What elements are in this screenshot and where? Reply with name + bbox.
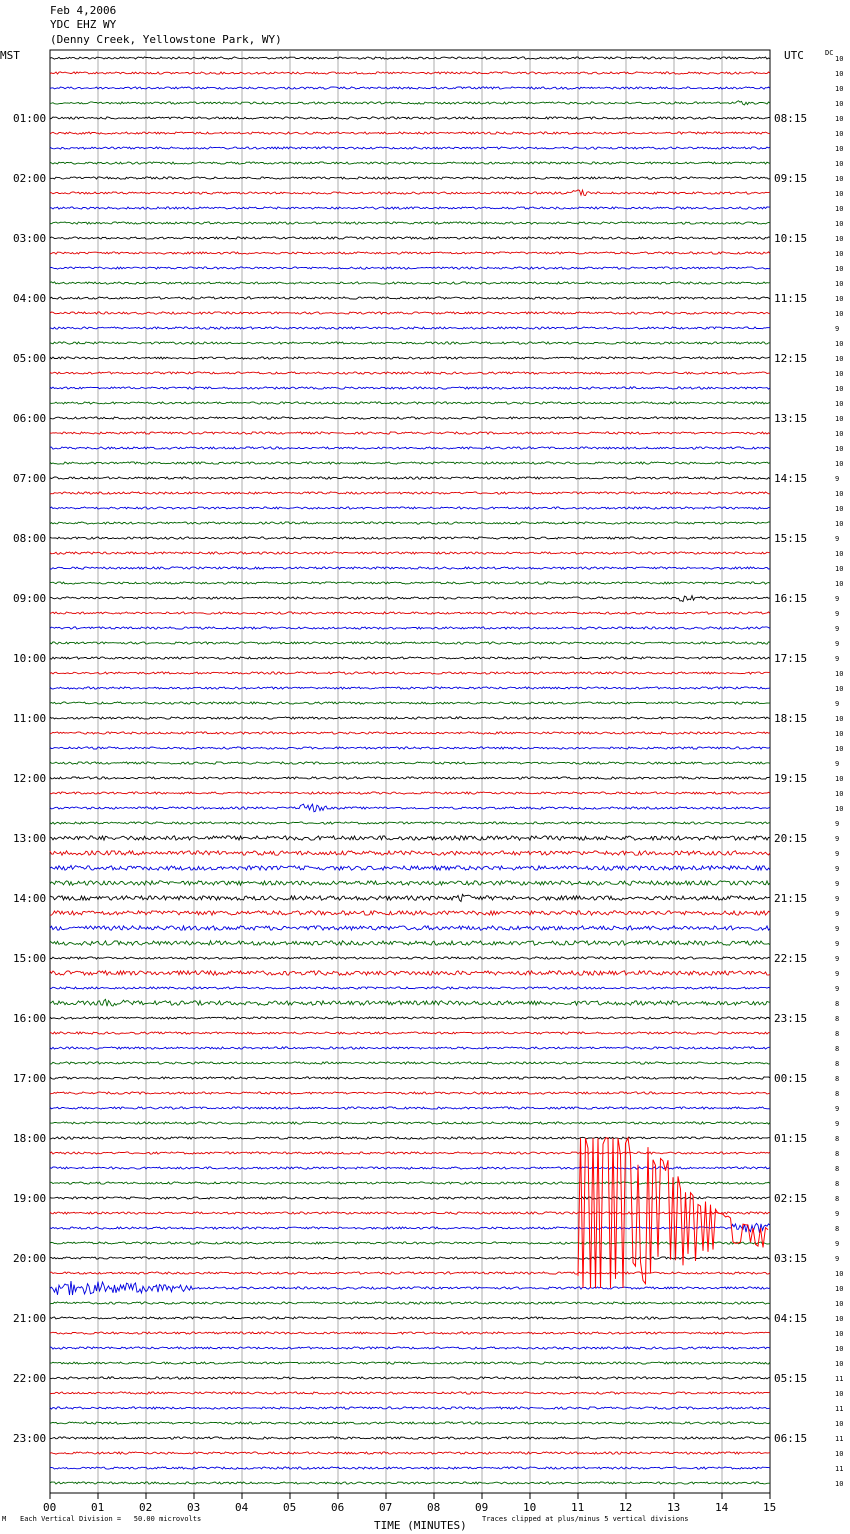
trace-value-label: 10 (835, 685, 844, 693)
trace-value-label: 10 (835, 520, 844, 528)
trace-line (50, 582, 770, 584)
trace-line (50, 567, 770, 569)
trace-line (50, 147, 770, 149)
utc-time-labels (774, 112, 807, 1445)
x-tick-label: 14 (715, 1501, 729, 1514)
mst-time-labels (13, 112, 46, 1445)
mst-hour-label: 21:00 (13, 1312, 47, 1325)
trace-line (50, 132, 770, 134)
trace-value-label: 10 (835, 775, 844, 783)
trace-line (50, 1137, 770, 1139)
trace-line (50, 627, 770, 629)
mst-hour-label: 20:00 (13, 1252, 47, 1265)
clip-note: Traces clipped at plus/minus 5 vertical divisions (482, 1515, 689, 1523)
trace-value-label: 10 (835, 265, 844, 273)
trace-value-label: 10 (835, 1390, 844, 1398)
trace-line (50, 762, 770, 764)
trace-value-label: 8 (835, 1165, 840, 1173)
utc-hour-label: 00:15 (774, 1072, 808, 1085)
mst-axis-label: MST (0, 49, 20, 62)
x-tick-label: 13 (667, 1501, 681, 1514)
trace-value-label: 10 (835, 415, 844, 423)
trace-value-label: 9 (835, 610, 840, 618)
utc-hour-label: 13:15 (774, 412, 808, 425)
trace-value-label: 10 (835, 115, 844, 123)
x-tick-label: 06 (331, 1501, 345, 1514)
trace-value-label: 9 (835, 700, 840, 708)
trace-line (50, 1032, 770, 1034)
utc-axis-label: UTC (784, 49, 804, 62)
utc-hour-label: 11:15 (774, 292, 808, 305)
trace-value-label: 10 (835, 370, 844, 378)
trace-value-label: 9 (835, 760, 840, 768)
trace-value-label: 8 (835, 1030, 840, 1038)
trace-value-label: 10 (835, 1450, 844, 1458)
mst-hour-label: 23:00 (13, 1432, 47, 1445)
mst-hour-label: 19:00 (13, 1192, 47, 1205)
trace-line (50, 477, 770, 479)
mst-hour-label: 04:00 (13, 292, 47, 305)
trace-value-label: 8 (835, 1075, 840, 1083)
utc-hour-label: 14:15 (774, 472, 808, 485)
trace-line (50, 1347, 770, 1349)
x-tick-label: 08 (427, 1501, 441, 1514)
trace-line (50, 1482, 770, 1484)
x-tick-label: 02 (139, 1501, 153, 1514)
mst-hour-label: 15:00 (13, 952, 47, 965)
trace-value-label: 9 (835, 985, 840, 993)
trace-value-label: 10 (835, 460, 844, 468)
utc-hour-label: 19:15 (774, 772, 808, 785)
utc-hour-label: 05:15 (774, 1372, 808, 1385)
trace-line (50, 1062, 770, 1064)
station-label: YDC EHZ WY (50, 18, 117, 31)
trace-line (50, 1257, 770, 1259)
x-tick-label: 01 (91, 1501, 105, 1514)
trace-value-label: 8 (835, 1135, 840, 1143)
mst-hour-label: 03:00 (13, 232, 47, 245)
location-label: (Denny Creek, Yellowstone Park, WY) (50, 33, 282, 46)
utc-hour-label: 23:15 (774, 1012, 808, 1025)
trace-value-label: 9 (835, 820, 840, 828)
trace-line (50, 327, 770, 329)
trace-line (50, 1197, 770, 1199)
trace-line (50, 297, 770, 299)
utc-hour-label: 03:15 (774, 1252, 808, 1265)
trace-value-label: 10 (835, 1300, 844, 1308)
trace-value-label: 10 (835, 1330, 844, 1338)
trace-value-label: 9 (835, 835, 840, 843)
x-axis (43, 1493, 776, 1514)
trace-line (50, 866, 770, 871)
mst-hour-label: 17:00 (13, 1072, 47, 1085)
trace-value-label: 10 (835, 355, 844, 363)
utc-hour-label: 18:15 (774, 712, 808, 725)
trace-line (50, 1107, 770, 1109)
trace-line (50, 1407, 770, 1409)
trace-line (50, 1392, 770, 1394)
trace-line (50, 101, 770, 105)
trace-line (50, 732, 770, 734)
trace-value-label: 9 (835, 940, 840, 948)
x-tick-label: 10 (523, 1501, 537, 1514)
trace-value-label: 10 (835, 130, 844, 138)
date-label: Feb 4,2006 (50, 4, 117, 17)
utc-hour-label: 22:15 (774, 952, 808, 965)
trace-value-label: 10 (835, 670, 844, 678)
trace-line (50, 792, 770, 794)
trace-line (50, 747, 770, 749)
trace-value-label: 11 (835, 1375, 844, 1383)
x-tick-label: 04 (235, 1501, 249, 1514)
trace-line (50, 342, 770, 344)
trace-line (50, 687, 770, 689)
trace-value-label: 10 (835, 190, 844, 198)
x-tick-label: 00 (43, 1501, 57, 1514)
trace-line (50, 222, 770, 224)
mst-hour-label: 08:00 (13, 532, 47, 545)
trace-line (50, 612, 770, 614)
dc-label: DC (825, 49, 834, 57)
trace-value-label: 10 (835, 550, 844, 558)
trace-value-label: 9 (835, 1240, 840, 1248)
x-tick-label: 03 (187, 1501, 201, 1514)
mst-hour-label: 09:00 (13, 592, 47, 605)
trace-value-label: 9 (835, 625, 840, 633)
trace-line (50, 851, 770, 855)
trace-line (50, 267, 770, 269)
trace-line (50, 1302, 770, 1304)
scale-note: Each Vertical Division = 50.00 microvolts (20, 1515, 202, 1523)
trace-line (50, 1242, 770, 1244)
trace-value-label: 9 (835, 640, 840, 648)
trace-value-label: 9 (835, 925, 840, 933)
trace-line (50, 177, 770, 179)
utc-hour-label: 09:15 (774, 172, 808, 185)
trace-value-label: 10 (835, 340, 844, 348)
trace-line (50, 777, 770, 779)
trace-value-label: 10 (835, 1285, 844, 1293)
utc-hour-label: 16:15 (774, 592, 808, 605)
trace-value-label: 8 (835, 1195, 840, 1203)
utc-hour-label: 15:15 (774, 532, 808, 545)
trace-line (50, 702, 770, 704)
utc-hour-label: 20:15 (774, 832, 808, 845)
trace-value-label: 8 (835, 1015, 840, 1023)
trace-line (50, 282, 770, 284)
trace-value-label: 10 (835, 790, 844, 798)
trace-value-label: 9 (835, 655, 840, 663)
mst-hour-label: 06:00 (13, 412, 47, 425)
trace-value-label: 8 (835, 1150, 840, 1158)
trace-line (50, 926, 770, 930)
trace-line (50, 1017, 770, 1019)
mst-hour-label: 02:00 (13, 172, 47, 185)
trace-value-label: 9 (835, 1120, 840, 1128)
trace-value-label: 10 (835, 1270, 844, 1278)
trace-value-label: 8 (835, 1060, 840, 1068)
mst-hour-label: 07:00 (13, 472, 47, 485)
corner-mark: M (2, 1515, 7, 1523)
trace-value-label: 10 (835, 715, 844, 723)
trace-value-label: 10 (835, 490, 844, 498)
trace-line (50, 1332, 770, 1334)
mst-hour-label: 11:00 (13, 712, 47, 725)
trace-line (50, 72, 770, 74)
trace-line (50, 357, 770, 359)
trace-value-label: 9 (835, 910, 840, 918)
trace-value-label: 9 (835, 475, 840, 483)
trace-value-label: 11 (835, 1435, 844, 1443)
trace-line (50, 1212, 770, 1214)
utc-hour-label: 04:15 (774, 1312, 808, 1325)
mst-hour-label: 05:00 (13, 352, 47, 365)
trace-line (50, 372, 770, 374)
trace-value-label: 8 (835, 1225, 840, 1233)
trace-value-label: 8 (835, 1090, 840, 1098)
trace-line (50, 312, 770, 314)
trace-line (50, 1272, 770, 1274)
trace-value-label: 10 (835, 445, 844, 453)
trace-line (50, 672, 770, 674)
mst-hour-label: 13:00 (13, 832, 47, 845)
trace-line (50, 1467, 770, 1469)
trace-value-label: 10 (835, 55, 844, 63)
trace-value-label: 10 (835, 400, 844, 408)
trace-value-label: 10 (835, 85, 844, 93)
trace-value-label: 9 (835, 1105, 840, 1113)
trace-line (50, 596, 770, 602)
trace-value-label: 8 (835, 1180, 840, 1188)
trace-line (50, 911, 770, 915)
trace-line (50, 207, 770, 209)
trace-value-label: 10 (835, 205, 844, 213)
trace-values (835, 55, 843, 1488)
trace-value-label: 11 (835, 1465, 844, 1473)
trace-value-label: 10 (835, 745, 844, 753)
trace-line (50, 252, 770, 254)
trace-value-label: 10 (835, 1345, 844, 1353)
trace-value-label: 9 (835, 1255, 840, 1263)
x-tick-label: 09 (475, 1501, 489, 1514)
trace-value-label: 9 (835, 865, 840, 873)
trace-value-label: 10 (835, 730, 844, 738)
trace-line (50, 881, 770, 885)
trace-line (50, 537, 770, 539)
trace-value-label: 9 (835, 535, 840, 543)
x-axis-title: TIME (MINUTES) (374, 1519, 467, 1532)
trace-line (50, 1077, 770, 1079)
trace-line (50, 971, 770, 975)
trace-line (50, 162, 770, 164)
trace-line (50, 1122, 770, 1124)
trace-value-label: 10 (835, 235, 844, 243)
trace-line (50, 836, 770, 840)
trace-line (50, 1452, 770, 1454)
trace-line (50, 432, 770, 434)
trace-value-label: 10 (835, 1315, 844, 1323)
trace-value-label: 10 (835, 505, 844, 513)
trace-value-label: 10 (835, 385, 844, 393)
utc-hour-label: 12:15 (774, 352, 808, 365)
mst-hour-label: 14:00 (13, 892, 47, 905)
trace-value-label: 10 (835, 145, 844, 153)
trace-value-label: 10 (835, 805, 844, 813)
utc-hour-label: 06:15 (774, 1432, 808, 1445)
trace-line (50, 1317, 770, 1319)
trace-value-label: 10 (835, 310, 844, 318)
trace-line (50, 804, 770, 812)
trace-line (50, 507, 770, 509)
trace-value-label: 10 (835, 295, 844, 303)
mst-hour-label: 10:00 (13, 652, 47, 665)
trace-line (50, 117, 770, 119)
trace-line (50, 57, 770, 59)
trace-value-label: 10 (835, 1420, 844, 1428)
trace-line (50, 1223, 770, 1233)
trace-line (50, 1092, 770, 1094)
utc-hour-label: 21:15 (774, 892, 808, 905)
utc-hour-label: 10:15 (774, 232, 808, 245)
trace-line (50, 552, 770, 554)
trace-line (50, 387, 770, 389)
trace-value-label: 10 (835, 1360, 844, 1368)
trace-line (50, 999, 770, 1006)
trace-line (50, 492, 770, 494)
trace-line (50, 894, 770, 901)
trace-line (50, 1422, 770, 1424)
utc-hour-label: 08:15 (774, 112, 808, 125)
x-tick-label: 07 (379, 1501, 393, 1514)
mst-hour-label: 12:00 (13, 772, 47, 785)
trace-line (50, 1152, 770, 1154)
x-tick-label: 15 (763, 1501, 777, 1514)
trace-line (50, 402, 770, 404)
trace-value-label: 10 (835, 430, 844, 438)
utc-hour-label: 02:15 (774, 1192, 808, 1205)
mst-hour-label: 22:00 (13, 1372, 47, 1385)
trace-value-label: 10 (835, 250, 844, 258)
trace-value-label: 10 (835, 100, 844, 108)
trace-value-label: 10 (835, 175, 844, 183)
trace-line (50, 237, 770, 239)
trace-line (50, 1437, 770, 1439)
trace-value-label: 8 (835, 1045, 840, 1053)
x-tick-label: 12 (619, 1501, 633, 1514)
trace-line (50, 957, 770, 959)
mst-hour-label: 18:00 (13, 1132, 47, 1145)
mst-hour-label: 01:00 (13, 112, 47, 125)
trace-line (50, 642, 770, 644)
utc-hour-label: 17:15 (774, 652, 808, 665)
trace-value-label: 9 (835, 880, 840, 888)
trace-value-label: 9 (835, 595, 840, 603)
trace-value-label: 10 (835, 160, 844, 168)
trace-value-label: 10 (835, 280, 844, 288)
trace-line (50, 462, 770, 464)
trace-value-label: 9 (835, 1210, 840, 1218)
trace-line (50, 1377, 770, 1379)
trace-value-label: 9 (835, 895, 840, 903)
trace-value-label: 10 (835, 580, 844, 588)
trace-line (50, 1182, 770, 1184)
trace-line (50, 657, 770, 659)
trace-value-label: 10 (835, 1480, 844, 1488)
trace-line (50, 1362, 770, 1364)
trace-line (50, 941, 770, 945)
seismic-traces (50, 57, 770, 1484)
trace-value-label: 9 (835, 970, 840, 978)
x-tick-label: 11 (571, 1501, 585, 1514)
trace-line (50, 447, 770, 449)
trace-value-label: 8 (835, 1000, 840, 1008)
trace-value-label: 9 (835, 325, 840, 333)
trace-value-label: 10 (835, 565, 844, 573)
trace-value-label: 9 (835, 850, 840, 858)
trace-line (50, 822, 770, 824)
trace-line (50, 717, 770, 719)
mst-hour-label: 16:00 (13, 1012, 47, 1025)
trace-value-label: 10 (835, 220, 844, 228)
trace-line (50, 987, 770, 989)
trace-line (50, 522, 770, 524)
utc-hour-label: 01:15 (774, 1132, 808, 1145)
trace-line (50, 1167, 770, 1169)
trace-line (50, 1281, 770, 1295)
trace-value-label: 10 (835, 70, 844, 78)
trace-line (50, 87, 770, 89)
trace-line (50, 417, 770, 419)
trace-line (50, 1047, 770, 1049)
x-tick-label: 05 (283, 1501, 297, 1514)
trace-value-label: 11 (835, 1405, 844, 1413)
trace-line (50, 190, 770, 196)
trace-value-label: 9 (835, 955, 840, 963)
